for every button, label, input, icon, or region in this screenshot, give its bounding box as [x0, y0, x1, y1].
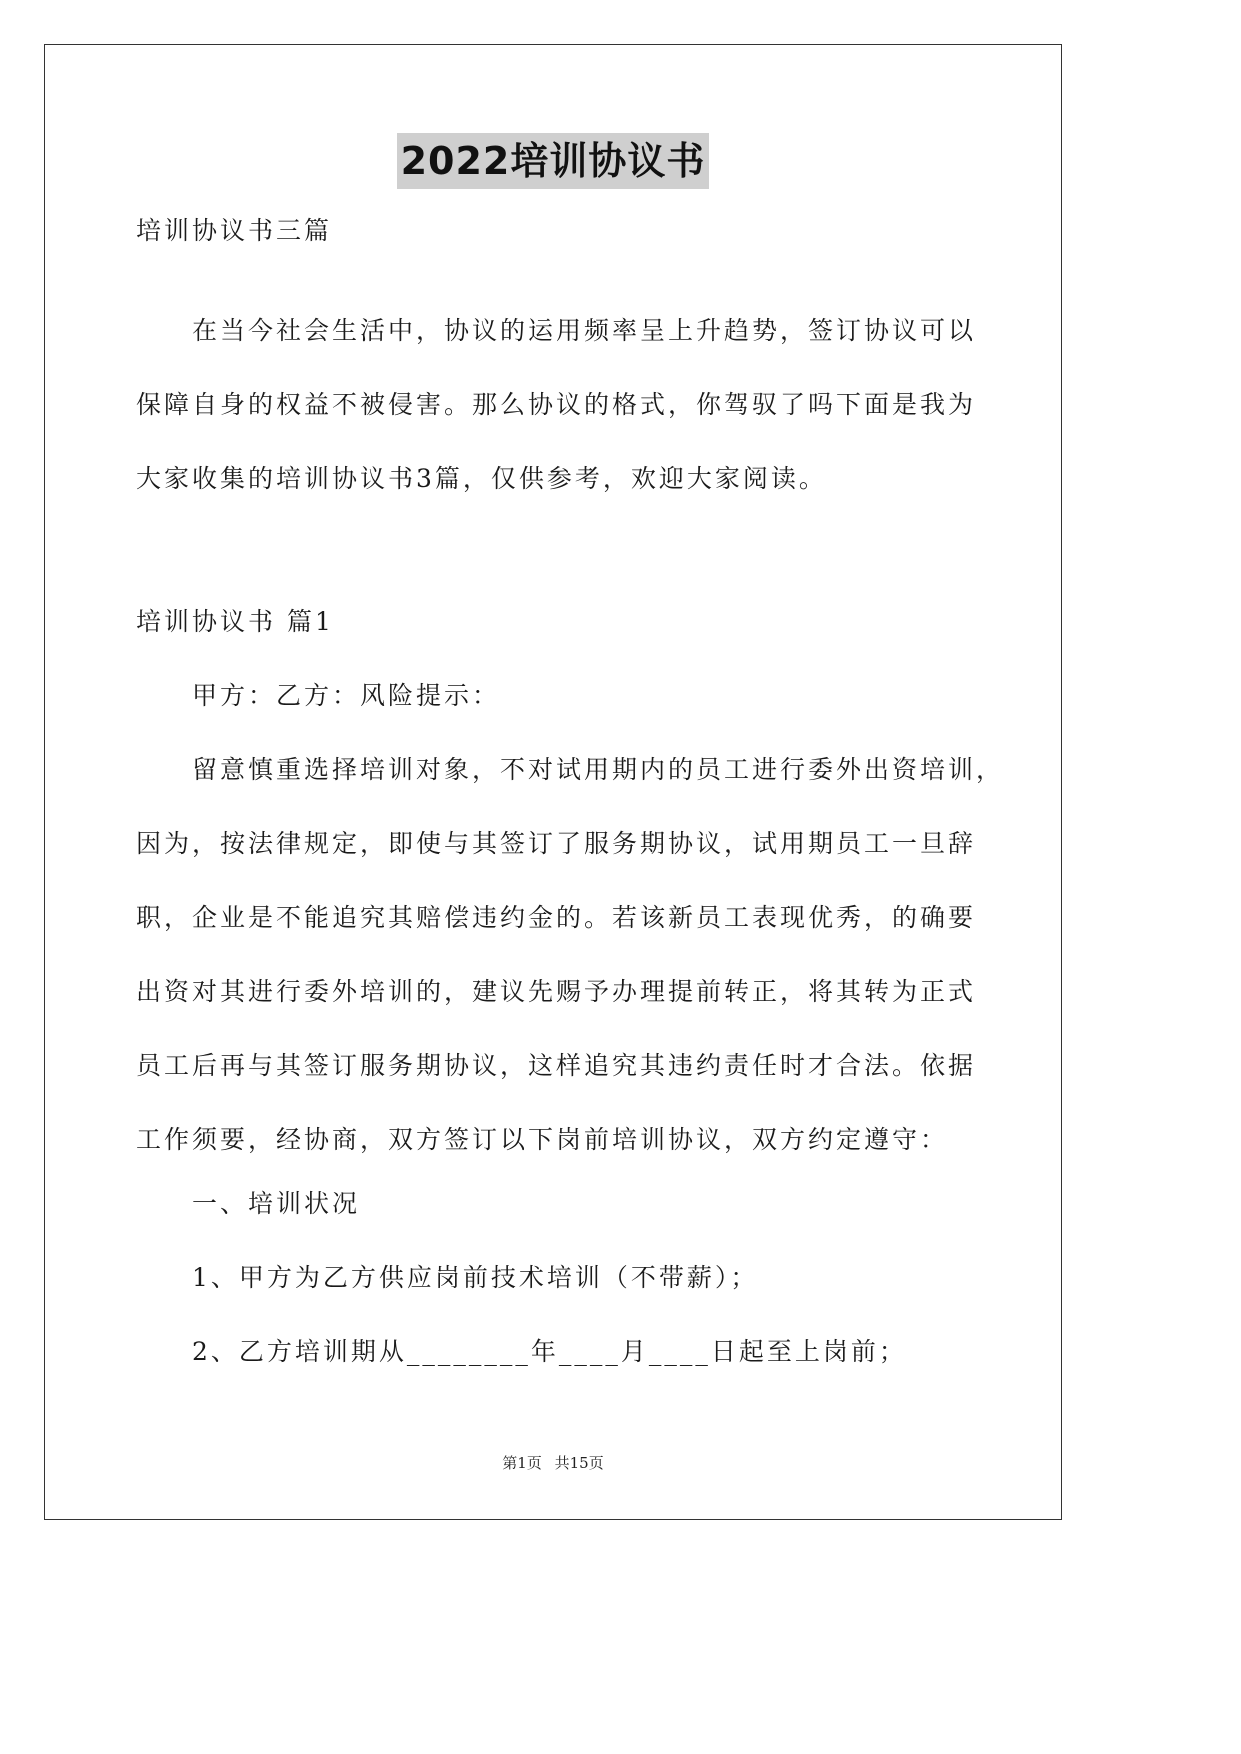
risk-line-2: 因为，按法律规定，即使与其签订了服务期协议，试用期员工一旦辞 [136, 829, 977, 858]
page-total: 共15页 [554, 1454, 604, 1472]
page-number: 第1页 [502, 1454, 542, 1472]
risk-line-6: 工作须要，经协商，双方签订以下岗前培训协议，双方约定遵守： [136, 1125, 949, 1154]
risk-line-5: 员工后再与其签订服务期协议，这样追究其违约责任时才合法。依据 [136, 1051, 977, 1080]
risk-line-4: 出资对其进行委外培训的，建议先赐予办理提前转正，将其转为正式 [136, 977, 977, 1006]
risk-line-1: 留意慎重选择培训对象，不对试用期内的员工进行委外出资培训， [192, 755, 1005, 784]
parties-line: 甲方：乙方：风险提示： [192, 681, 501, 710]
clause-1: 1、甲方为乙方供应岗前技术培训（不带薪）； [192, 1263, 759, 1292]
intro-line-2: 保障自身的权益不被侵害。那么协议的格式，你驾驭了吗下面是我为 [136, 390, 977, 419]
intro-line-3: 大家收集的培训协议书3篇，仅供参考，欢迎大家阅读。 [136, 464, 827, 493]
title-container [0, 133, 1106, 189]
subtitle: 培训协议书三篇 [136, 216, 333, 245]
document-title: 2022培训协议书 [397, 133, 710, 189]
risk-line-3: 职，企业是不能追究其赔偿违约金的。若该新员工表现优秀，的确要 [136, 903, 977, 932]
section-heading: 培训协议书 篇1 [136, 607, 334, 636]
page-footer [0, 1453, 1106, 1473]
clause-heading: 一、培训状况 [192, 1189, 361, 1218]
intro-line-1: 在当今社会生活中，协议的运用频率呈上升趋势，签订协议可以 [192, 316, 977, 345]
clause-2: 2、乙方培训期从________年____月____日起至上岗前； [192, 1337, 907, 1366]
